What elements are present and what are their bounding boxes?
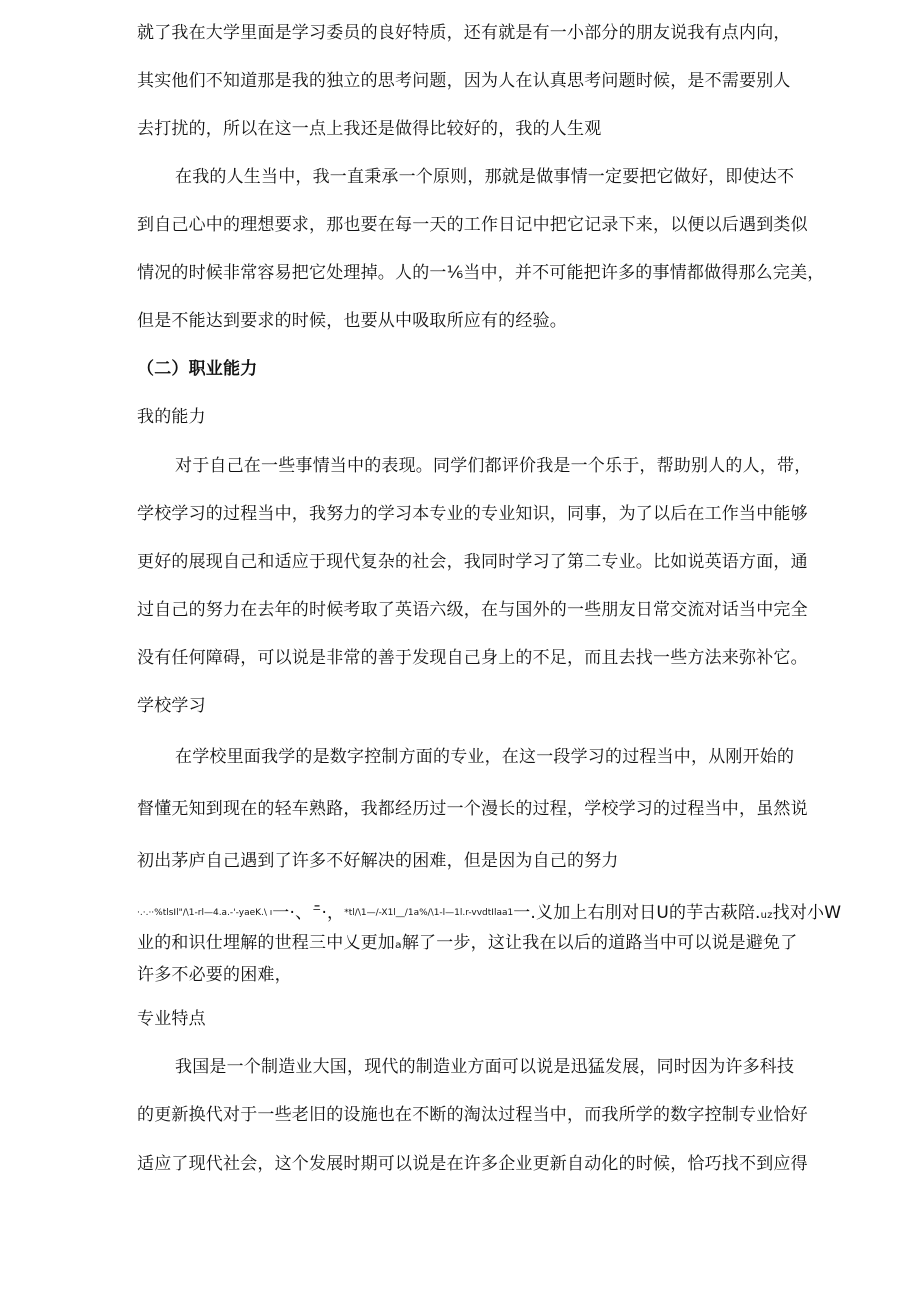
paragraph-line: 适应了现代社会，这个发展时期可以说是在许多企业更新自动化的时候，恰巧找不到应得 [137, 1154, 808, 1174]
paragraph-line: 初出茅庐自己遇到了许多不好解决的困难，但是因为自己的努力 [137, 851, 619, 871]
garbled-text: 找对小W [772, 903, 842, 923]
paragraph-line: 但是不能达到要求的时候，也要从中吸取所应有的经验。 [137, 311, 567, 331]
subheading: 我的能力 [137, 407, 206, 427]
garbled-text: *tl/\1—/-X1l__/1a%/\1-l—1l.r-vvdtIlaa1 [344, 908, 514, 918]
paragraph-line: 学校学习的过程当中，我努力的学习本专业的专业知识，同事，为了以后在工作当中能够 [137, 504, 808, 524]
garbled-text: ·.·.··%tlsIl"/\1-rl—4.a.-'-yaeK.\ ı [137, 908, 273, 918]
garbled-text: 一.义加上右刖对日U的芋古萩陪. [513, 903, 761, 923]
garbled-text: uz [760, 910, 773, 921]
garbled-text: 一·、⁻̄·， [272, 903, 345, 923]
paragraph-line: 许多不必要的困难， [137, 965, 292, 985]
garbled-ocr-line [137, 902, 841, 927]
paragraph-line: 没有任何障碍，可以说是非常的善于发现自己身上的不足，而且去找一些方法来弥补它。 [137, 648, 808, 668]
paragraph-text: 解了一步，这让我在以后的道路当中可以说是避免了 [401, 933, 798, 953]
paragraph-line: 在学校里面我学的是数字控制方面的专业，在这一段学习的过程当中，从刚开始的 [175, 747, 795, 767]
paragraph-line: 督懂无知到现在的轻车熟路，我都经历过一个漫长的过程，学校学习的过程当中，虽然说 [137, 799, 808, 819]
paragraph-line: 去打扰的，所以在这一点上我还是做得比较好的，我的人生观 [137, 119, 602, 139]
paragraph-line: 对于自己在一些事情当中的表现。同学们都评价我是一个乐于，帮助别人的人，带， [175, 456, 812, 476]
paragraph-line: 其实他们不知道那是我的独立的思考问题，因为人在认真思考问题时候，是不需要别人 [137, 71, 791, 91]
paragraph-line: 过自己的努力在去年的时候考取了英语六级，在与国外的一些朋友日常交流对话当中完全 [137, 600, 808, 620]
paragraph-line: 情况的时候非常容易把它处理掉。人的一⅙当中，并不可能把许多的事情都做得那么完美， [137, 263, 825, 283]
paragraph-line: 的更新换代对于一些老旧的设施也在不断的淘汰过程当中，而我所学的数字控制专业恰好 [137, 1105, 808, 1125]
section-heading: （二）职业能力 [137, 359, 258, 379]
paragraph-line: 我国是一个制造业大国，现代的制造业方面可以说是迅猛发展，同时因为许多科技 [175, 1057, 795, 1077]
paragraph-line: 就了我在大学里面是学习委员的良好特质，还有就是有一小部分的朋友说我有点内向， [137, 23, 791, 43]
paragraph-text: ₐ [395, 933, 402, 953]
paragraph-line: 到自己心中的理想要求，那也要在每一天的工作日记中把它记录下来，以便以后遇到类似 [137, 215, 808, 235]
paragraph-line: 更好的展现自己和适应于现代复杂的社会，我同时学习了第二专业。比如说英语方面，通 [137, 552, 808, 572]
paragraph-line [137, 932, 797, 954]
subheading: 学校学习 [137, 696, 206, 716]
paragraph-text: 业的和识仕埋解的世程三中乂更加 [137, 933, 395, 953]
subheading: 专业特点 [137, 1009, 206, 1029]
paragraph-line: 在我的人生当中，我一直秉承一个原则，那就是做事情一定要把它做好，即使达不 [175, 167, 795, 187]
